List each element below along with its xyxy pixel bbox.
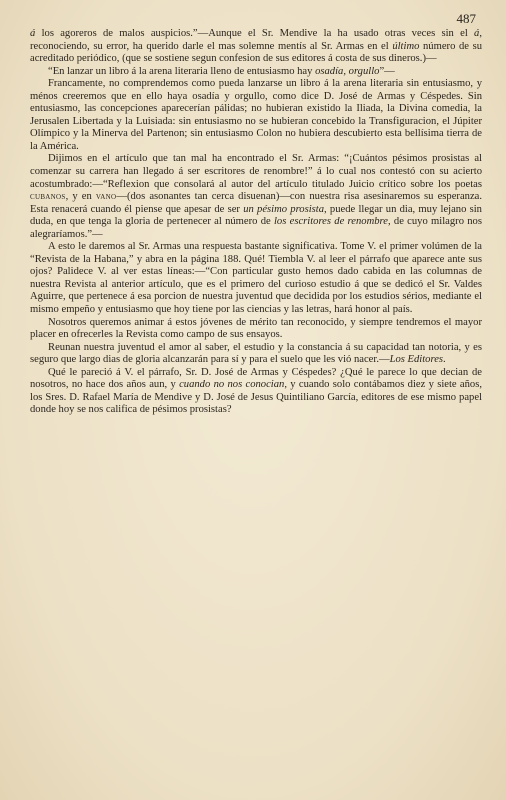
text-run: A esto le daremos al Sr. Armas una respuesta bastante significativa. Tome V. el primer volúmen de la “Revista de la Habana,” y abra en la página 188. Qué! Tiembla V. al leer el párrafo que aparece ante sus ojos? Palidece V. al ver estas líneas:—“Con particular gusto hemos dado cabida en las columnas de nuestra Revista al anterior artículo, que es el primero del curioso estudio á que se dedicó el Sr. Valdes Aguirre, que pertenece á esa porcion de nuestra juventud que decidida por los estudios sérios, mediante el mismo empeño y entusiasmo que hoy tiene por las ciencias y las letras, hará honor al país. <box>30 241 482 316</box>
italic-text: á <box>30 28 36 39</box>
small-caps-text: vano <box>95 191 117 203</box>
text-run: Reunan nuestra juventud el amor al saber, el estudio y la constancia á su capacidad tan notoria, y es seguro que largo dias de gloria alcanzarán para sí y para el suelo que les vió nacer.— <box>30 341 482 366</box>
paragraph <box>30 342 482 367</box>
italic-text: á <box>474 28 480 39</box>
italic-text: último <box>392 40 420 52</box>
text-run: , puede llegar un dia, muy lejano sin duda, en que tenga la gloria de pertenecer al número de <box>30 203 482 228</box>
paragraph <box>30 78 482 153</box>
paragraph <box>30 317 482 342</box>
text-run: —(dos asonantes tan cerca disuenan)—con nuestra risa asesinaremos su esperanza. Esta renacerá cuando él piense que apesar de ser <box>30 191 483 215</box>
body-text <box>30 28 482 417</box>
paragraph <box>30 66 482 79</box>
text-run: . <box>443 354 446 366</box>
paragraph <box>30 241 482 316</box>
italic-text: cuando no nos conocian <box>179 379 285 391</box>
italic-text: osadía, orgullo <box>315 65 380 77</box>
text-run: los agoreros de malos auspicios.”—Aunque el Sr. Mendive la ha usado otras veces sin el <box>35 28 475 39</box>
italic-text: los escritores de renombre <box>273 216 388 228</box>
text-run: , de cuyo milagro nos alegraríamos.”— <box>30 216 482 240</box>
text-run: “En lanzar un libro á la arena literaria lleno de entusiasmo hay <box>48 65 316 77</box>
text-run: , y cuando solo contábamos diez y siete años, los Sres. D. Rafael María de Mendive y D. José de Jesus Quintiliano García, editores de ese mismo papel donde hoy se nos califica de pésimos prosistas? <box>30 379 482 416</box>
text-run: número de su acreditado periódico, (que se sostiene segun confesion de sus editores á costa de sus dineros.)— <box>30 40 482 65</box>
text-run: Nosotros queremos animar á estos jóvenes de mérito tan reconocido, y siempre tendremos el mayor placer en ofrecerles la Revista como campo de sus ensayos. <box>30 316 482 341</box>
text-run: Dijimos en el artículo que tan mal ha encontrado el Sr. Armas: “¡Cuántos pésimos prosistas al comenzar su carrera han llegado á ser escritores de renombre!” á lo cual nos contestó con su acierto acostumbrado:—“Reflexion que consolará al autor del artículo titulado Juicio crítico sobre los poetas <box>30 153 482 190</box>
small-caps-text: cubanos <box>30 191 66 203</box>
italic-text: un pésimo prosista <box>243 203 325 215</box>
text-run: ”— <box>379 65 395 77</box>
paragraph <box>30 153 482 241</box>
text-run: , reconociendo, su error, ha querido darle el mas solemne mentís al Sr. Armas en el <box>30 28 482 52</box>
paragraph <box>30 28 482 66</box>
italic-text: Los Editores <box>389 354 444 366</box>
page-number: 487 <box>456 11 476 26</box>
text-run: Qué le pareció á V. el párrafo, Sr. D. José de Armas y Céspedes? ¿Qué le parece lo que decian de nosotros, no hace dos años aun, y <box>30 366 482 391</box>
paragraph <box>30 367 482 417</box>
text-run: Francamente, no comprendemos como pueda lanzarse un libro á la arena literaria sin entusiasmo, y ménos creeremos que en ello haya osadía y orgullo, como dice D. José de Armas y Céspedes. Sin entusiasmo, las concepciones aparecerían pálidas; no hubieran existido la Iliada, la Divina comedia, la Jerusalen Libertada y la Luisiada: sin entusiasmo no se hubieran concebido la Transfiguracion, el Júpiter Olímpico y la Minerva del Partenon; sin entusiasmo Colon no hubiera descubierto esta bellísima tierra de la América. <box>30 78 482 152</box>
text-run: , y en <box>65 191 96 203</box>
